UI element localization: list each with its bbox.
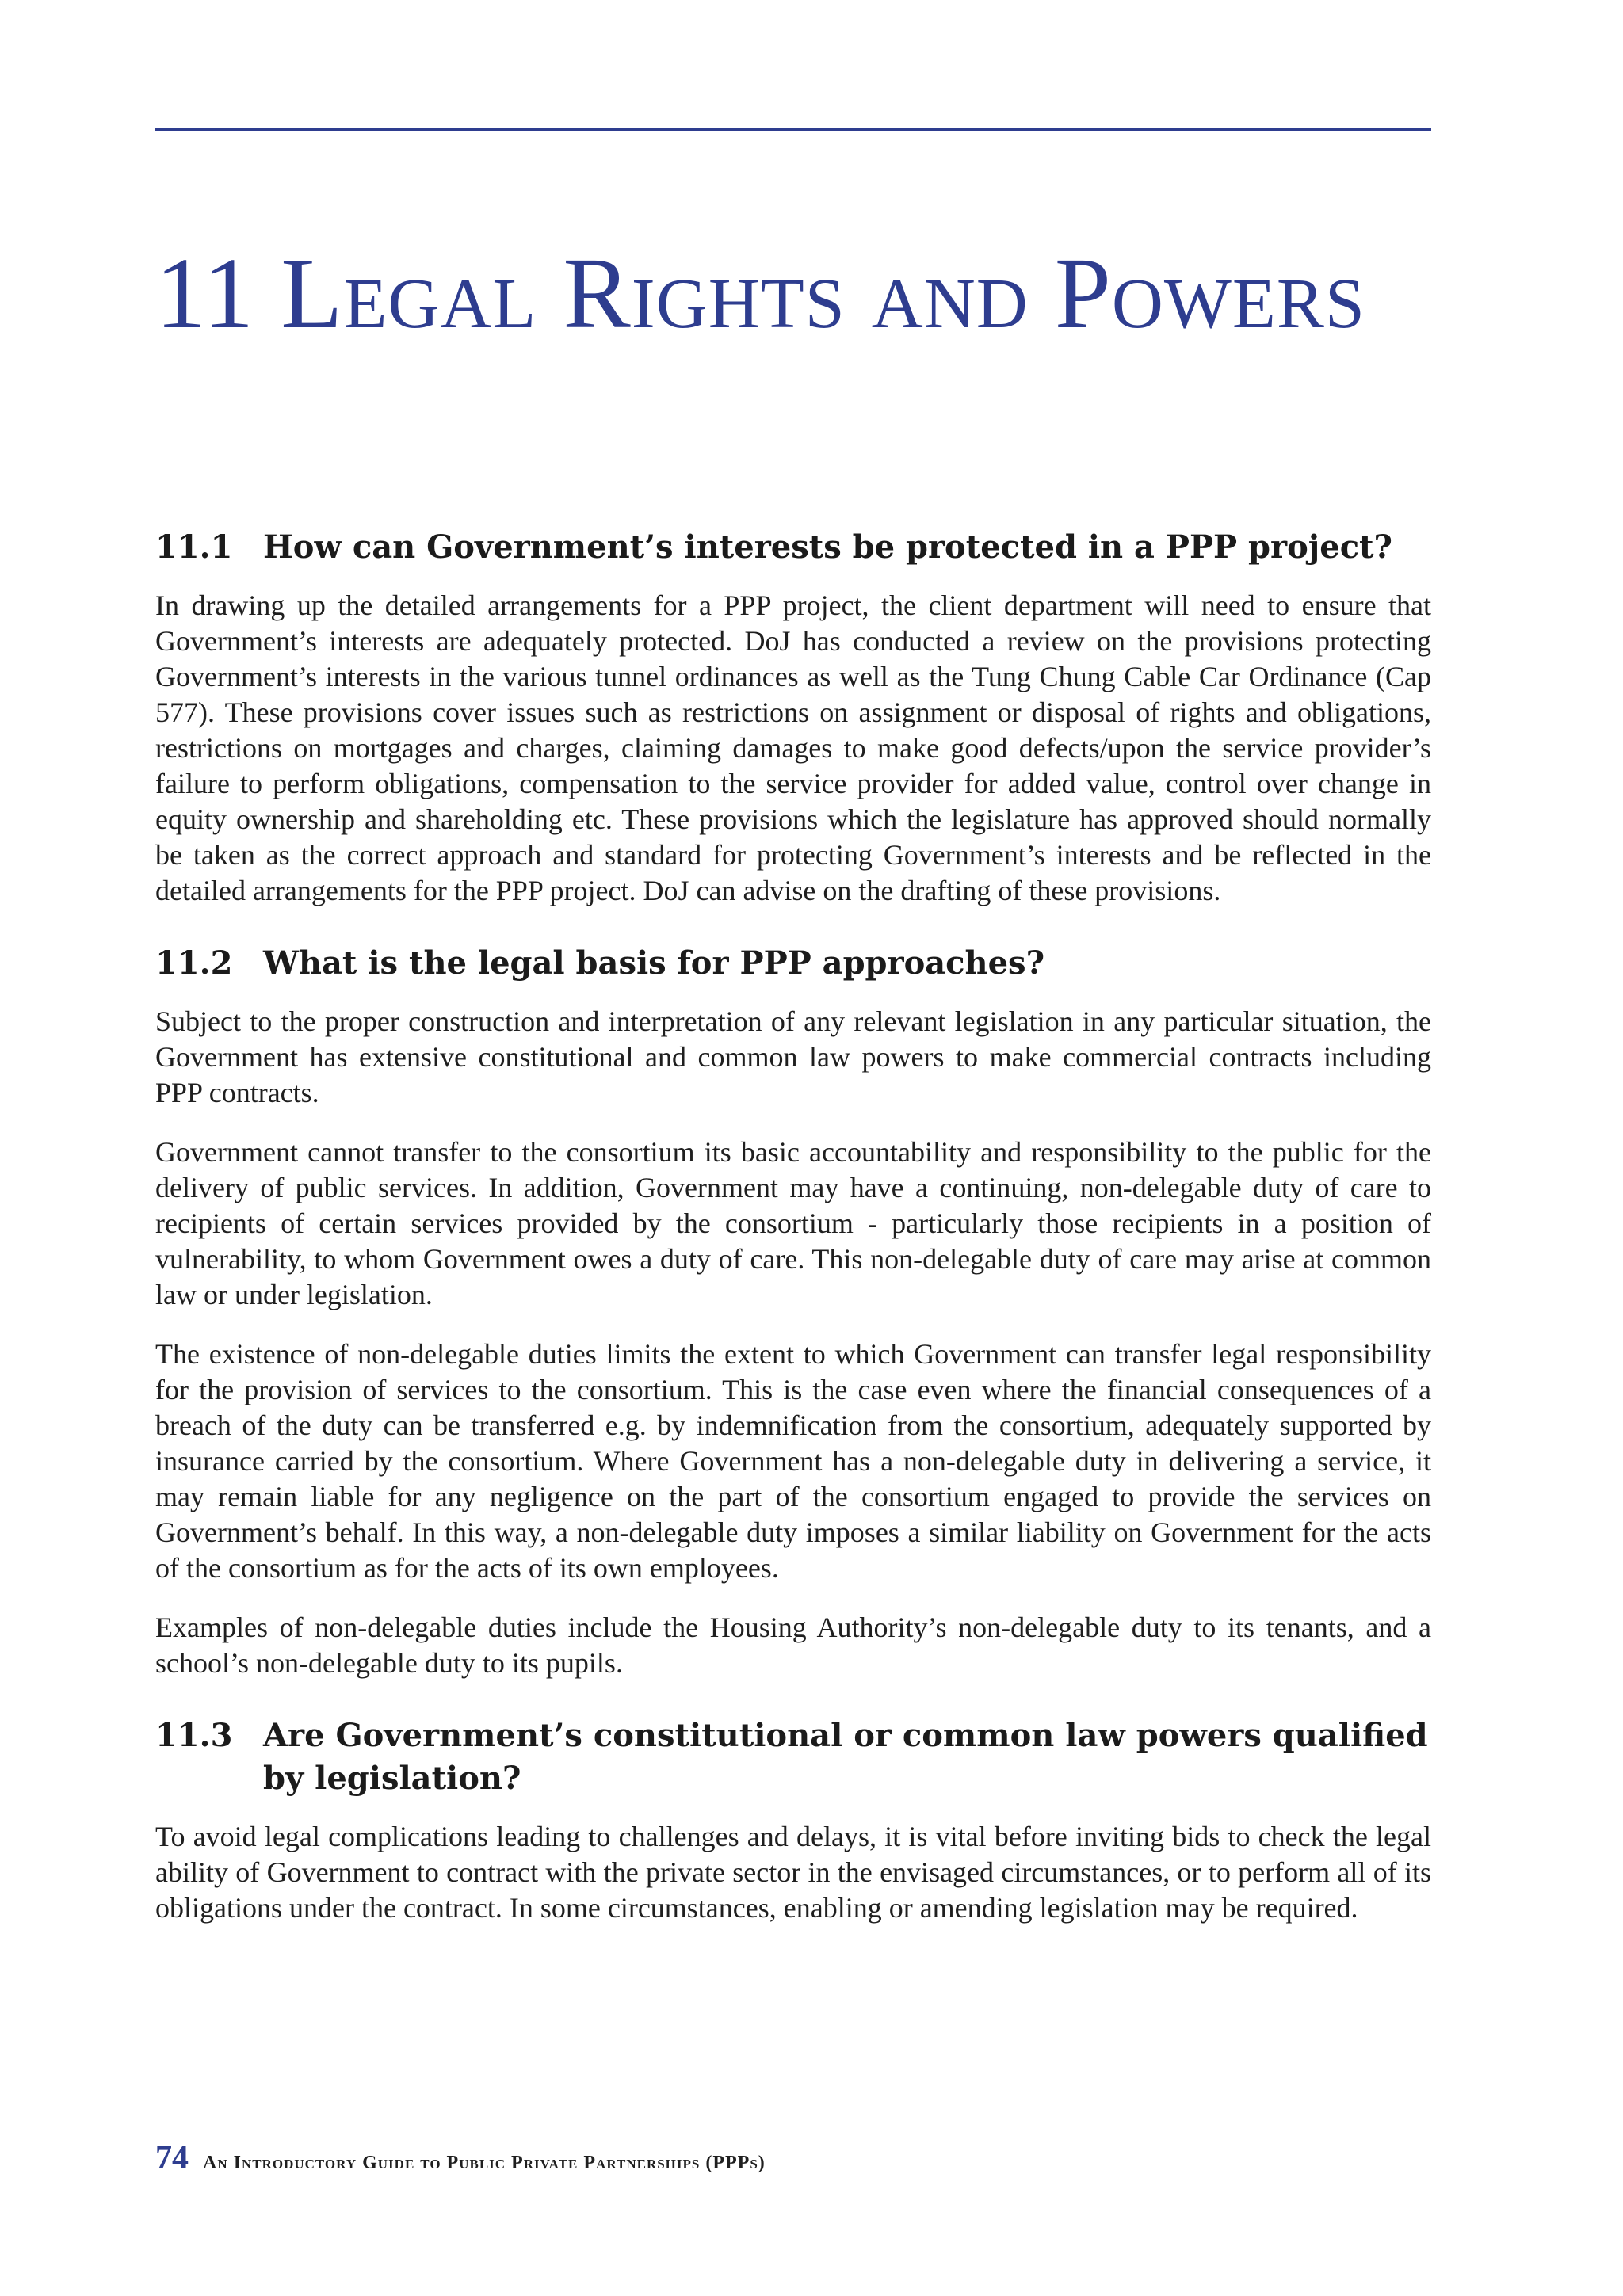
main-content bbox=[155, 526, 1431, 1950]
section-number: 11.2 bbox=[155, 944, 233, 982]
page-footer bbox=[155, 2139, 766, 2177]
page-number: 74 bbox=[155, 2140, 189, 2176]
paragraph: Subject to the proper construction and interpretation of any relevant legislation in any particular situation, the Government has extensive constitutional and common law powers to make commercial contracts including PPP contracts. bbox=[155, 1005, 1431, 1108]
section-heading bbox=[155, 526, 1431, 569]
chapter-title: 11 Legal Rights and Powers bbox=[155, 237, 1365, 349]
paragraph: Examples of non-delegable duties include the Housing Authority’s non-delegable duty to its tenants, and a school’s non-delegable duty to its pupils. bbox=[155, 1611, 1431, 1679]
paragraph: Government cannot transfer to the consortium its basic accountability and responsibility to the public for the delivery of public services. In addition, Government may have a continuing, non-delegable duty of care to recipients of certain services provided by the consortium - particularly those recipients in a position of vulnerability, to whom Government owes a duty of care. This non-delegable duty of care may arise at common law or under legislation. bbox=[155, 1136, 1431, 1310]
section-title: How can Government’s interests be protected in a PPP project? bbox=[263, 528, 1392, 566]
section-title: What is the legal basis for PPP approaches? bbox=[263, 944, 1045, 982]
section-number: 11.1 bbox=[155, 528, 233, 566]
section-heading bbox=[155, 942, 1431, 985]
header-rule bbox=[155, 128, 1431, 131]
section-number: 11.3 bbox=[155, 1717, 233, 1754]
paragraph: In drawing up the detailed arrangements for a PPP project, the client department will need to ensure that Government’s interests are adequately protected. DoJ has conducted a review on the provisions protecting Government’s interests in the various tunnel ordinances as well as the Tung Chung Cable Car Ordinance (Cap 577). These provisions cover issues such as restrictions on assignment or disposal of rights and obligations, restrictions on mortgages and charges, claiming damages to make good defects/upon the service provider’s failure to perform obligations, compensation to the service provider for added value, control over change in equity ownership and shareholding etc. These provisions which the legislature has approved should normally be taken as the correct approach and standard for protecting Government’s interests and be reflected in the detailed arrangements for the PPP project. DoJ can advise on the drafting of these provisions. bbox=[155, 589, 1431, 906]
paragraph: The existence of non-delegable duties limits the extent to which Government can transfer legal responsibility for the provision of services to the consortium. This is the case even where the financial consequences of a breach of the duty can be transferred e.g. by indemnification from the consortium, adequately supported by insurance carried by the consortium. Where Government has a non-delegable duty in delivering a service, it may remain liable for any negligence on the part of the consortium engaged to provide the services on Government’s behalf. In this way, a non-delegable duty imposes a similar liability on Government for the acts of the consortium as for the acts of its own employees. bbox=[155, 1338, 1431, 1584]
section-heading bbox=[155, 1714, 1431, 1800]
running-title: An Introductory Guide to Public Private Partnerships (PPPs) bbox=[203, 2153, 766, 2173]
section-title: Are Government’s constitutional or common law powers qualified by legislation? bbox=[263, 1717, 1428, 1797]
paragraph: To avoid legal complications leading to challenges and delays, it is vital before inviting bids to check the legal ability of Government to contract with the private sector in the envisaged circumstances, or to perform all of its obligations under the contract. In some circumstances, enabling or amending legislation may be required. bbox=[155, 1821, 1431, 1924]
